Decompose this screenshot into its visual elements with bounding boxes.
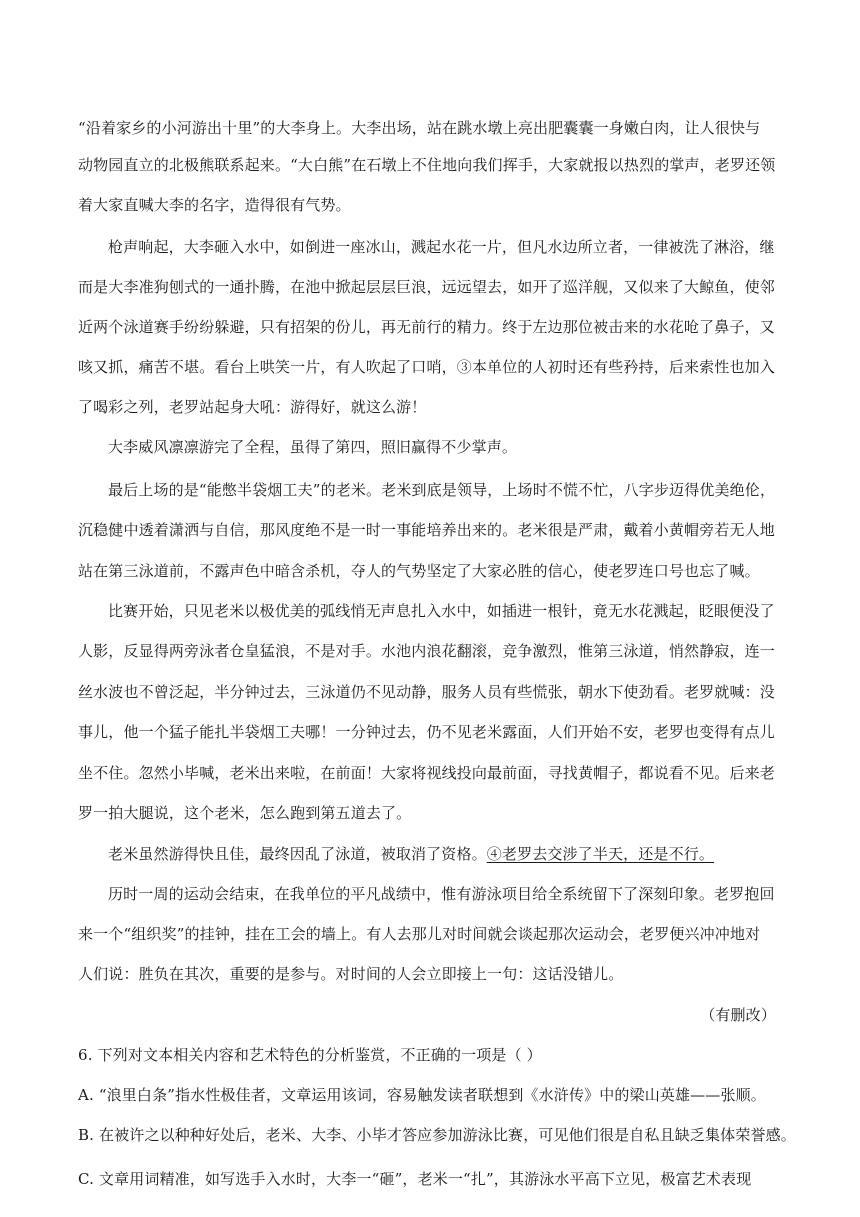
underlined-sentence: ④老罗去交涉了半天，还是不行。 xyxy=(486,845,715,863)
passage-line: 沉稳健中透着潇洒与自信，那风度绝不是一时一事能培养出来的。老米很是严肃，戴着小黄帽旁若无人地 xyxy=(78,521,775,539)
passage-line: 大李威风凛凛游完了全程，虽得了第四，照旧赢得不少掌声。 xyxy=(108,438,518,456)
passage-line: 事儿，他一个猛子能扎半袋烟工夫哪！一分钟过去，仍不见老米露面，人们开始不安，老罗也变得有点儿 xyxy=(78,723,775,741)
option-c: C. 文章用词精准，如写选手入水时，大李一“砸”，老米一“扎”，其游泳水平高下立见，极富艺术表现 xyxy=(78,1170,752,1188)
passage-line: 站在第三泳道前，不露声色中暗含杀机，夺人的气势坚定了大家必胜的信心，使老罗连口号也忘了喊。 xyxy=(78,562,760,580)
passage-line: 老米虽然游得快且佳，最终因乱了泳道，被取消了资格。④老罗去交涉了半天，还是不行。 xyxy=(108,845,715,863)
passage-line: 近两个泳道赛手纷纷躲避，只有招架的份儿，再无前行的精力。终于左边那位被击来的水花呛了鼻子，又 xyxy=(78,318,775,336)
passage-line: 丝水波也不曾泛起，半分钟过去，三泳道仍不见动静，服务人员有些慌张，朝水下使劲看。老罗就喊：没 xyxy=(78,683,775,701)
source-note: （有删改） xyxy=(700,1006,776,1024)
option-b: B. 在被许之以种种好处后，老米、大李、小毕才答应参加游泳比赛，可见他们很是自私且缺乏集体荣誉感。 xyxy=(78,1126,796,1144)
passage-line: 罗一拍大腿说，这个老米，怎么跑到第五道去了。 xyxy=(78,804,412,822)
passage-line: 咳又抓，痛苦不堪。看台上哄笑一片，有人吹起了口哨，③本单位的人初时还有些矜持，后来索性也加入 xyxy=(78,358,775,376)
passage-line: 枪声响起，大李砸入水中，如倒进一座冰山，溅起水花一片，但凡水边所立者，一律被洗了淋浴，继 xyxy=(108,238,775,256)
passage-line: 了喝彩之列，老罗站起身大吼：游得好，就这么游！ xyxy=(78,398,427,416)
passage-line: 最后上场的是“能憋半袋烟工夫”的老米。老米到底是领导，上场时不慌不忙，八字步迈得优美绝伦， xyxy=(108,481,776,499)
passage-line: “沿着家乡的小河游出十里”的大李身上。大李出场，站在跳水墩上亮出肥囊囊一身嫩白肉，让人很快与 xyxy=(78,119,761,137)
passage-line: 动物园直立的北极熊联系起来。“大白熊”在石墩上不住地向我们挥手，大家就报以热烈的掌声，老罗还领 xyxy=(78,156,776,174)
passage-line: 坐不住。忽然小毕喊，老米出来啦，在前面！大家将视线投向最前面，寻找黄帽子，都说看不见。后来老 xyxy=(78,764,775,782)
passage-line: 人们说：胜负在其次，重要的是参与。对时间的人会立即接上一句：这话没错儿。 xyxy=(78,965,624,983)
passage-line: 着大家直喊大李的名字，造得很有气势。 xyxy=(78,196,351,214)
passage-line: 比赛开始，只见老米以极优美的弧线悄无声息扎入水中，如插进一根针，竟无水花溅起，眨眼便没了 xyxy=(108,602,775,620)
question-stem: 6. 下列对文本相关内容和艺术特色的分析鉴赏，不正确的一项是（ ） xyxy=(78,1046,542,1064)
passage-line: 来一个“组织奖”的挂钟，挂在工会的墙上。有人去那儿对时间就会谈起那次运动会，老罗便兴冲冲地对 xyxy=(78,925,761,943)
option-a: A. “浪里白条”指水性极佳者，文章运用该词，容易触发读者联想到《水浒传》中的梁山英雄——张顺。 xyxy=(78,1086,766,1104)
passage-line: 而是大李准狗刨式的一通扑腾，在池中掀起层层巨浪，远远望去，如开了巡洋舰，又似来了大鲸鱼，使邻 xyxy=(78,278,775,296)
passage-line: 人影，反显得两旁泳者仓皇猛浪，不是对手。水池内浪花翻滚，竞争激烈，惟第三泳道，悄然静寂，连一 xyxy=(78,642,775,660)
passage-line: 历时一周的运动会结束，在我单位的平凡战绩中，惟有游泳项目给全系统留下了深刻印象。老罗抱回 xyxy=(108,885,775,903)
